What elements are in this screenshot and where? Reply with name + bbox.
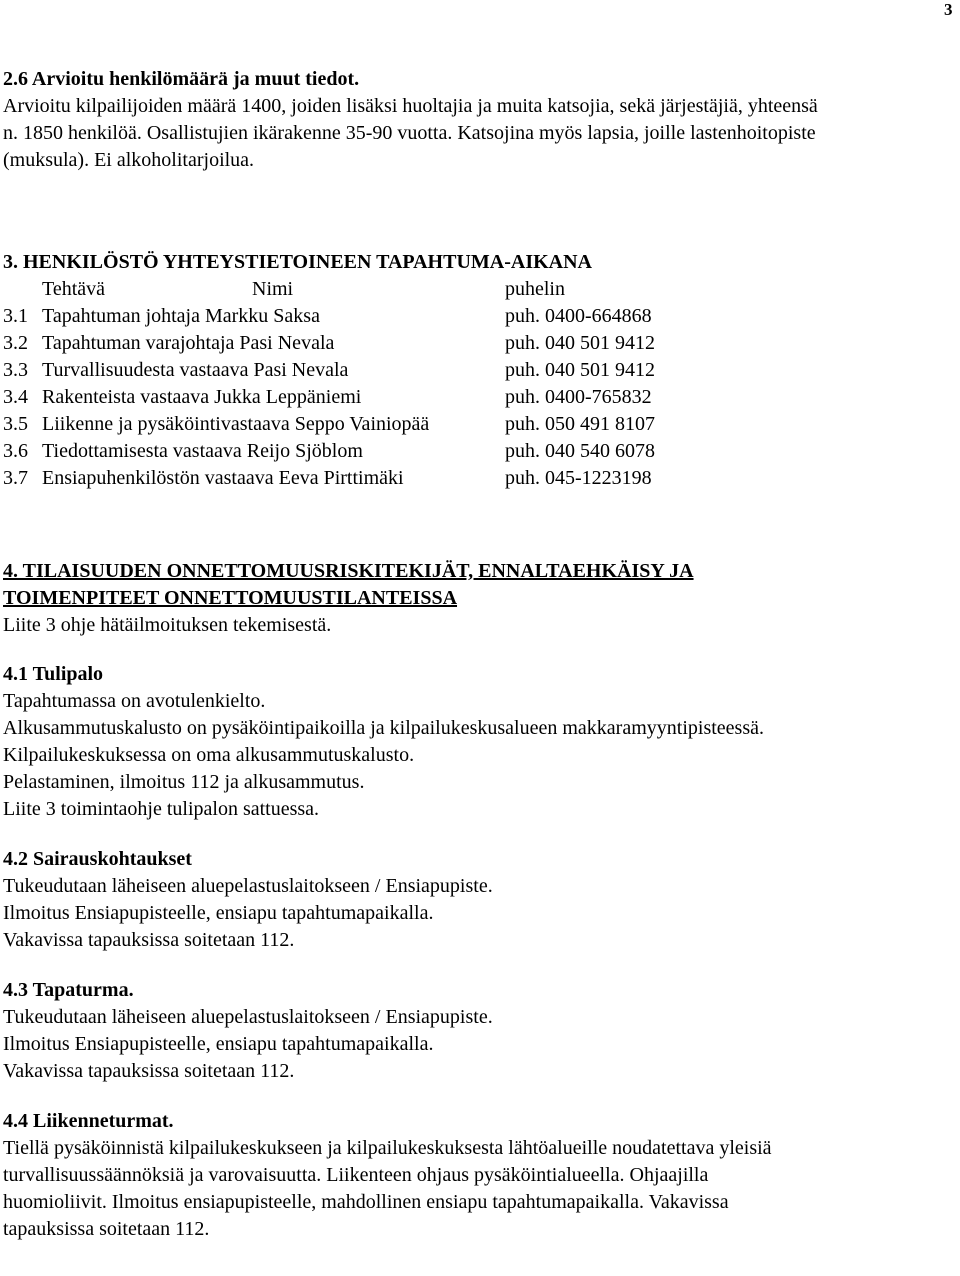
staff-row <box>3 465 655 492</box>
staff-row-text: Ensiapuhenkilöstön vastaava Eeva Pirttimäki <box>42 467 404 489</box>
subsection-line: Ilmoitus Ensiapupisteelle, ensiapu tapahtumapaikalla. <box>3 1033 434 1055</box>
staff-table-header <box>3 276 655 303</box>
subsection-4-4 <box>3 1108 953 1243</box>
subsection-line: Pelastaminen, ilmoitus 112 ja alkusammutus. <box>3 771 365 793</box>
section-2-6-line: (muksula). Ei alkoholitarjoilua. <box>3 149 255 171</box>
section-4-title: 4. TILAISUUDEN ONNETTOMUUSRISKITEKIJÄT, ENNALTAEHKÄISY JA <box>3 560 694 582</box>
subsection-line: Vakavissa tapauksissa soitetaan 112. <box>3 1060 295 1082</box>
subsection-4-1 <box>3 661 953 823</box>
section-4-intro: Liite 3 ohje hätäilmoituksen tekemisestä. <box>3 614 332 636</box>
staff-row-text: Tapahtuman varajohtaja Pasi Nevala <box>42 332 335 354</box>
subsection-line: Tiellä pysäköinnistä kilpailukeskukseen ja kilpailukeskuksesta lähtöalueille noudatettava yleisiä <box>3 1137 772 1159</box>
staff-row <box>3 303 655 330</box>
column-header-task: Tehtävä <box>42 278 106 300</box>
subsection-line: Tapahtumassa on avotulenkielto. <box>3 690 266 712</box>
subsection-line: Ilmoitus Ensiapupisteelle, ensiapu tapahtumapaikalla. <box>3 902 434 924</box>
staff-row-text: Liikenne ja pysäköintivastaava Seppo Vainiopää <box>42 413 430 435</box>
staff-row-number: 3.2 <box>3 332 28 354</box>
subsection-line: turvallisuussäännöksiä ja varovaisuutta. Liikenteen ohjaus pysäköintialueella. Ohjaajilla <box>3 1164 709 1186</box>
staff-row-phone: puh. 0400-664868 <box>505 305 652 327</box>
page-number: 3 <box>944 0 953 19</box>
column-header-name: Nimi <box>252 278 294 300</box>
staff-row <box>3 384 655 411</box>
staff-row-number: 3.3 <box>3 359 28 381</box>
section-4-title: TOIMENPITEET ONNETTOMUUSTILANTEISSA <box>3 587 458 609</box>
column-header-phone: puhelin <box>505 278 565 300</box>
subsection-line: Alkusammutuskalusto on pysäköintipaikoilla ja kilpailukeskusalueen makkaramyyntipisteessä. <box>3 717 764 739</box>
staff-row-phone: puh. 045-1223198 <box>505 467 652 489</box>
subsection-heading: 4.3 Tapaturma. <box>3 979 134 1001</box>
subsection-4-3 <box>3 977 953 1085</box>
section-2-6 <box>3 66 953 174</box>
section-2-6-heading: 2.6 Arvioitu henkilömäärä ja muut tiedot. <box>3 68 360 90</box>
staff-row <box>3 357 655 384</box>
subsection-line: Liite 3 toimintaohje tulipalon sattuessa. <box>3 798 320 820</box>
staff-row-phone: puh. 040 501 9412 <box>505 332 655 354</box>
subsection-line: huomioliivit. Ilmoitus ensiapupisteelle, mahdollinen ensiapu tapahtumapaikalla. Vakavissa <box>3 1191 729 1213</box>
staff-row-number: 3.5 <box>3 413 28 435</box>
section-2-6-line: Arvioitu kilpailijoiden määrä 1400, joiden lisäksi huoltajia ja muita katsojia, sekä järjestäjiä, yhteensä <box>3 95 818 117</box>
subsection-line: Tukeudutaan läheiseen aluepelastuslaitokseen / Ensiapupiste. <box>3 875 493 897</box>
staff-row <box>3 330 655 357</box>
subsection-4-2 <box>3 846 953 954</box>
subsection-heading: 4.1 Tulipalo <box>3 663 104 685</box>
subsection-line: tapauksissa soitetaan 112. <box>3 1218 210 1240</box>
subsection-heading: 4.4 Liikenneturmat. <box>3 1110 174 1132</box>
section-3-heading: 3. HENKILÖSTÖ YHTEYSTIETOINEEN TAPAHTUMA-AIKANA <box>3 251 592 273</box>
staff-row-text: Tiedottamisesta vastaava Reijo Sjöblom <box>42 440 363 462</box>
subsection-line: Vakavissa tapauksissa soitetaan 112. <box>3 929 295 951</box>
staff-row-phone: puh. 050 491 8107 <box>505 413 655 435</box>
staff-row-text: Tapahtuman johtaja Markku Saksa <box>42 305 320 327</box>
section-4 <box>3 558 953 1243</box>
staff-row <box>3 411 655 438</box>
staff-row-number: 3.4 <box>3 386 28 408</box>
staff-row-number: 3.7 <box>3 467 28 489</box>
section-2-6-line: n. 1850 henkilöä. Osallistujien ikärakenne 35-90 vuotta. Katsojina myös lapsia, joille lastenhoitopiste <box>3 122 816 144</box>
staff-row-number: 3.6 <box>3 440 28 462</box>
staff-row-phone: puh. 0400-765832 <box>505 386 652 408</box>
section-3 <box>3 249 953 492</box>
subsection-line: Tukeudutaan läheiseen aluepelastuslaitokseen / Ensiapupiste. <box>3 1006 493 1028</box>
staff-row-text: Rakenteista vastaava Jukka Leppäniemi <box>42 386 362 408</box>
subsection-heading: 4.2 Sairauskohtaukset <box>3 848 192 870</box>
staff-row-phone: puh. 040 501 9412 <box>505 359 655 381</box>
staff-row-number: 3.1 <box>3 305 28 327</box>
staff-row-text: Turvallisuudesta vastaava Pasi Nevala <box>42 359 349 381</box>
staff-row <box>3 438 655 465</box>
staff-row-phone: puh. 040 540 6078 <box>505 440 655 462</box>
staff-contact-table <box>3 276 655 492</box>
document-body <box>3 66 953 1243</box>
subsection-line: Kilpailukeskuksessa on oma alkusammutuskalusto. <box>3 744 415 766</box>
